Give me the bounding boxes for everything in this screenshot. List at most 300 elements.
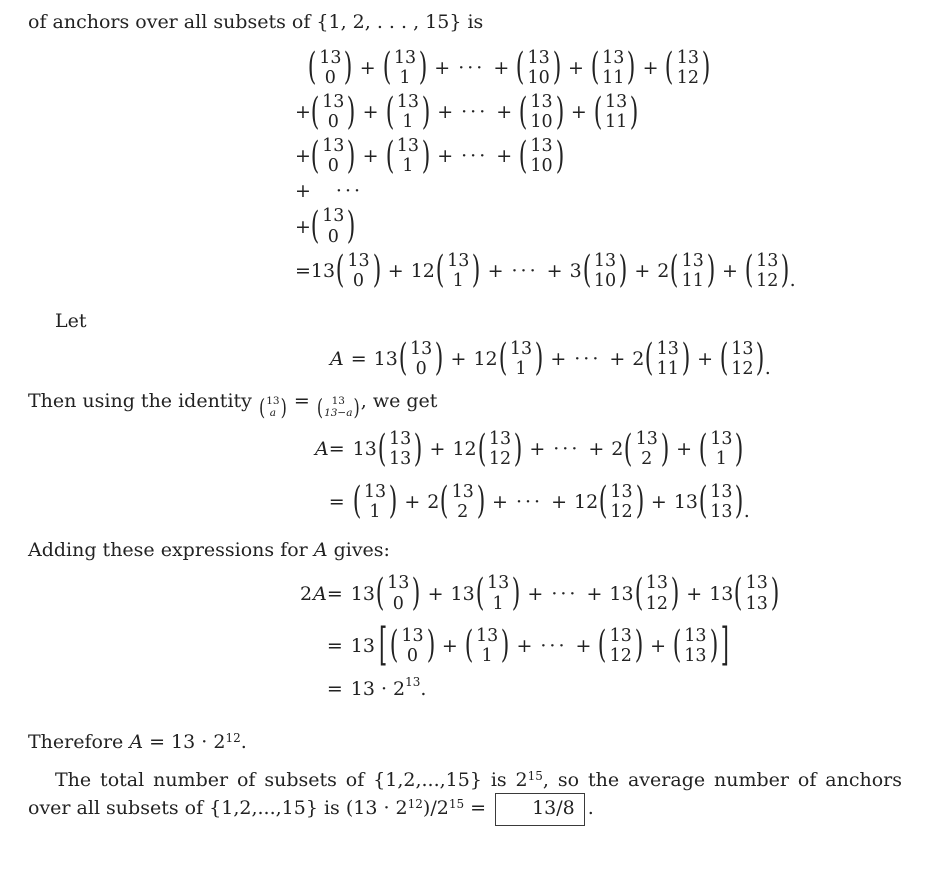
binomial-coefficient [378, 429, 423, 469]
left-paren: ( [258, 393, 266, 421]
right-paren: ) [660, 427, 670, 470]
binomial-top: 13 [451, 481, 474, 502]
operator: + [650, 490, 667, 513]
left-paren: ( [464, 623, 474, 667]
text-run: Therefore [28, 730, 130, 753]
operator: + [634, 259, 651, 282]
binomial-coefficient [645, 336, 691, 380]
binomial-stack [707, 482, 735, 522]
paragraph [28, 768, 902, 826]
right-paren: ) [701, 45, 711, 89]
binomial-bottom: 1 [492, 593, 504, 614]
binomial-bottom: 12 [756, 270, 779, 291]
binomial-bottom: 1 [369, 501, 381, 522]
binomial-bottom: 13 [684, 645, 707, 666]
ellipsis-dots: ··· [335, 180, 364, 203]
binomial-bottom: 13 [710, 501, 733, 522]
left-paren: ( [624, 427, 633, 470]
binomial-top: 13 [530, 136, 553, 157]
binomial-coefficient [744, 248, 790, 292]
operator: + [450, 347, 467, 370]
binomial-bottom: 12 [609, 645, 632, 666]
binomial-bottom: 12 [610, 501, 633, 522]
binomial-coefficient [335, 248, 382, 292]
ellipsis-dots: ··· [540, 634, 568, 657]
number: 13 [609, 582, 634, 605]
right-paren: ) [627, 45, 636, 89]
binomial-top: 13 [656, 338, 679, 359]
binomial-top: 13 [410, 338, 433, 359]
left-paren: ( [477, 427, 487, 470]
left-paren: ( [670, 248, 679, 292]
right-paren: ) [347, 134, 356, 177]
binomial-top: 13 [635, 429, 658, 450]
right-paren: ) [388, 479, 398, 523]
left-paren: ( [744, 248, 754, 292]
operator: + [496, 145, 513, 168]
binomial-top: 13 [745, 573, 768, 594]
binomial-top: 13 [475, 625, 499, 646]
equation-rhs [326, 674, 779, 700]
left-paren: ( [382, 45, 392, 89]
operator: + [609, 347, 626, 370]
binomial-stack [591, 251, 619, 291]
right-paren: ) [426, 623, 436, 667]
number: 12 [574, 490, 599, 513]
binomial-coefficient [672, 623, 718, 667]
right-paren: ) [756, 336, 765, 380]
left-paren: ( [335, 248, 345, 292]
left-paren: ( [307, 45, 317, 89]
binomial-bottom: 12 [488, 449, 512, 470]
right-paren: ) [512, 571, 521, 615]
number: 13 [450, 582, 475, 605]
number: 2 [611, 438, 624, 461]
text-run: . [420, 677, 427, 700]
binomial-top: 13 [396, 91, 420, 112]
binomial-top: 13 [319, 47, 342, 68]
binomial-coefficient [307, 45, 353, 89]
binomial-top: 13 [509, 338, 533, 359]
binomial-stack [319, 206, 347, 246]
right-paren: ) [555, 134, 565, 177]
binomial-stack [323, 396, 353, 419]
right-paren: ) [347, 204, 356, 247]
paragraph [28, 538, 902, 564]
left-paren: ( [719, 336, 729, 380]
binomial-coefficient [635, 573, 680, 613]
binomial-top: 13 [530, 91, 553, 112]
binomial-stack [319, 136, 347, 176]
right-paren: ) [353, 393, 360, 421]
binomial-bottom: 10 [530, 156, 553, 177]
binomial-stack [486, 429, 514, 469]
text-run: 13 · 2 [350, 677, 406, 700]
binomial-bottom: 1 [399, 67, 411, 88]
operator: + [527, 582, 544, 605]
right-paren: ) [770, 571, 780, 615]
binomial-bottom: 12 [676, 67, 699, 88]
right-paren: ) [280, 393, 287, 421]
number: 13 [373, 347, 398, 370]
binomial-stack [386, 429, 414, 469]
equation-rhs [326, 618, 779, 671]
binomial-bottom: 11 [605, 112, 628, 133]
binomial-bottom: 11 [656, 358, 679, 379]
binomial-stack [394, 136, 422, 176]
binomial-stack [707, 429, 735, 469]
operator: + [588, 438, 605, 461]
text-run: Let [55, 309, 87, 332]
operator: + [722, 259, 738, 282]
number: 2 [427, 490, 440, 513]
period: . [789, 268, 796, 291]
binomial-top: 13 [527, 47, 550, 68]
right-paren: ) [347, 89, 356, 133]
binomial-bottom: 1 [402, 112, 414, 133]
boxed-answer: 13/8 [495, 793, 585, 826]
binomial-coefficient [376, 573, 421, 613]
operator: = [350, 347, 367, 370]
operator: + [529, 438, 546, 461]
ellipsis-dots: ··· [574, 347, 602, 370]
operator: = [326, 634, 343, 657]
binomial-stack [527, 92, 555, 132]
superscript: 15 [527, 768, 543, 783]
binomial-stack [316, 48, 344, 88]
binomial-stack [679, 251, 707, 291]
operator: + [496, 101, 513, 124]
binomial-stack [449, 482, 477, 522]
binomial-top: 13 [486, 573, 510, 594]
binomial-coefficient [464, 623, 510, 667]
text-run: Adding these expressions for [28, 538, 314, 561]
binomial-coefficient [734, 573, 779, 613]
display-equation [295, 45, 902, 292]
equation-row [295, 180, 902, 202]
paragraph [28, 389, 902, 420]
binomial-top: 13 [610, 481, 633, 502]
operator: + [642, 56, 659, 79]
text-run: Then using the identity [28, 389, 258, 412]
binomial-bottom: 0 [352, 270, 365, 291]
binomial-coefficient [665, 45, 711, 89]
right-paren: ) [476, 479, 486, 523]
binomial-coefficient [624, 429, 669, 469]
binomial-coefficient [582, 248, 628, 292]
right-paren: ) [735, 427, 744, 470]
binomial-bottom: 13−a [324, 406, 353, 419]
paragraph [28, 10, 902, 36]
right-paren: ) [735, 479, 744, 523]
binomial-bottom: a [269, 406, 276, 419]
binomial-stack [743, 573, 771, 613]
operator: + [516, 634, 533, 657]
right-paren: ) [618, 248, 628, 292]
binomial-stack [407, 339, 435, 379]
right-paren: ) [552, 45, 562, 89]
binomial-coefficient [398, 336, 444, 380]
superscript: 15 [448, 797, 465, 812]
left-paren: ( [440, 479, 449, 523]
binomial-coefficient [598, 623, 644, 667]
binomial-bottom: 0 [327, 226, 339, 247]
right-paren: ) [534, 336, 544, 380]
left-paren: ( [634, 571, 643, 615]
left-paren: ( [352, 479, 362, 523]
binomial-bottom: 10 [527, 67, 550, 88]
binomial-coefficient [476, 573, 521, 613]
left-paren: ( [698, 479, 708, 523]
superscript: 12 [225, 730, 241, 745]
right-paren: ) [706, 248, 716, 292]
operator: + [429, 438, 446, 461]
number: 13 [352, 438, 377, 461]
display-equation [300, 573, 902, 700]
binomial-top: 13 [322, 91, 345, 112]
operator: + [362, 145, 379, 168]
right-paren: ) [634, 623, 644, 667]
operator: + [493, 56, 510, 79]
right-paren: ) [709, 623, 718, 667]
operator: = [328, 490, 345, 513]
display-equation [315, 429, 902, 522]
left-paren: ( [518, 134, 528, 177]
right-paren: ) [435, 336, 444, 380]
ellipsis-dots: ··· [553, 438, 581, 461]
binomial-top: 13 [609, 625, 632, 646]
right-paren: ) [344, 45, 353, 89]
binomial-bottom: 10 [593, 270, 617, 291]
binomial-bottom: 0 [392, 593, 404, 614]
binomial-stack [391, 48, 419, 88]
right-paren: ) [412, 571, 421, 615]
left-paren: ( [516, 45, 525, 89]
right-paren: ) [418, 45, 428, 89]
left-paren: ( [590, 45, 600, 89]
binomial-bottom: 10 [530, 112, 553, 133]
equation-row [330, 336, 902, 380]
binomial-coefficient [440, 479, 486, 523]
binomial-top: 13 [756, 250, 779, 271]
text-run: gives: [327, 538, 390, 561]
binomial-stack [654, 339, 682, 379]
right-bracket: ] [720, 618, 729, 671]
display-equation [330, 336, 902, 380]
left-paren: ( [435, 248, 445, 292]
period: . [743, 499, 750, 522]
operator: + [437, 101, 454, 124]
left-paren: ( [598, 479, 608, 523]
operator: + [550, 347, 567, 370]
equation-row [295, 206, 902, 246]
text-run: )/2 [422, 797, 449, 820]
binomial-top: 13 [387, 573, 410, 594]
binomial-top: 13 [710, 429, 733, 450]
variable: A [315, 438, 329, 461]
number: 12 [410, 259, 435, 282]
left-paren: ( [385, 134, 394, 177]
ellipsis-dots: ··· [551, 582, 579, 605]
equation-rhs [327, 573, 779, 613]
operator: + [295, 145, 311, 168]
binomial-top: 13 [731, 338, 754, 359]
inline-binomial [316, 393, 360, 421]
binomial-bottom: 12 [731, 358, 754, 379]
operator: + [575, 634, 592, 657]
right-paren: ) [472, 248, 481, 292]
binomial-top: 13 [684, 625, 707, 646]
number: 13 [673, 490, 698, 513]
binomial-top: 13 [593, 250, 617, 271]
number: 12 [452, 438, 477, 461]
binomial-coefficient [389, 623, 436, 667]
binomial-top: 13 [396, 136, 420, 157]
operator: = [295, 259, 311, 282]
equation-lhs [315, 438, 329, 460]
binomial-coefficient [310, 89, 356, 133]
binomial-coefficient [311, 206, 356, 246]
right-paren: ) [501, 623, 510, 667]
binomial-stack [361, 482, 389, 522]
ellipsis-dots: ··· [515, 490, 544, 513]
left-paren: ( [582, 248, 592, 292]
binomial-top: 13 [347, 250, 370, 271]
operator: + [492, 490, 508, 513]
binomial-stack [527, 136, 555, 176]
left-paren: ( [498, 336, 508, 380]
operator: + [567, 56, 584, 79]
binomial-top: 13 [389, 429, 412, 450]
binomial-coefficient [593, 89, 639, 133]
equation-row [295, 136, 902, 176]
number: 2 [657, 259, 670, 282]
binomial-stack [728, 339, 756, 379]
binomial-stack [643, 573, 671, 613]
binomial-stack [473, 626, 501, 666]
operator: + [404, 490, 421, 513]
variable: A [129, 730, 144, 753]
right-paren: ) [781, 248, 790, 292]
number: 12 [473, 347, 498, 370]
binomial-stack [602, 92, 630, 132]
operator: + [427, 582, 444, 605]
binomial-stack [599, 48, 627, 88]
operator: + [586, 582, 603, 605]
binomial-coefficient [311, 136, 356, 176]
binomial-bottom: 0 [327, 156, 339, 177]
equation-lhs [300, 583, 327, 605]
binomial-bottom: 11 [681, 270, 704, 291]
operator: + [650, 634, 667, 657]
binomial-coefficient [598, 479, 645, 523]
left-bracket: [ [378, 618, 388, 671]
period: . [764, 356, 771, 379]
binomial-bottom: 1 [481, 645, 493, 666]
left-paren: ( [593, 89, 603, 133]
binomial-stack [398, 626, 426, 666]
left-paren: ( [385, 89, 394, 133]
ellipsis-dots: ··· [461, 101, 489, 124]
operator: + [437, 145, 454, 168]
variable: A [313, 538, 328, 561]
binomial-coefficient [590, 45, 636, 89]
binomial-stack [633, 429, 661, 469]
text-run: , we get [360, 389, 438, 412]
binomial-stack [607, 626, 635, 666]
binomial-stack [265, 396, 280, 419]
binomial-top: 13 [363, 481, 387, 502]
operator: + [551, 490, 568, 513]
binomial-top: 13 [447, 250, 470, 271]
equation-row [295, 89, 902, 133]
binomial-bottom: 0 [327, 112, 339, 133]
binomial-coefficient [670, 248, 716, 292]
binomial-coefficient [386, 136, 431, 176]
number: 13 [709, 582, 734, 605]
superscript: 12 [407, 797, 423, 812]
operator: = [328, 438, 345, 461]
operator: + [697, 347, 713, 370]
right-paren: ) [372, 248, 382, 292]
text-run: = [464, 797, 493, 820]
binomial-top: 13 [602, 47, 625, 68]
binomial-bottom: 11 [602, 67, 625, 88]
right-paren: ) [681, 336, 691, 380]
operator: + [295, 215, 311, 238]
operator: + [387, 259, 404, 282]
binomial-bottom: 0 [324, 67, 336, 88]
right-paren: ) [421, 134, 431, 177]
right-paren: ) [555, 89, 565, 133]
right-paren: ) [513, 427, 523, 470]
operator: + [546, 259, 563, 282]
text-run: . [240, 730, 247, 753]
binomial-top: 13 [393, 47, 417, 68]
operator: + [686, 582, 703, 605]
binomial-bottom: 1 [715, 449, 727, 470]
binomial-bottom: 1 [402, 156, 414, 177]
binomial-top: 13 [401, 625, 424, 646]
operator: + [487, 259, 504, 282]
variable: A [313, 582, 327, 605]
operator: + [434, 56, 451, 79]
binomial-stack [484, 573, 512, 613]
binomial-stack [344, 251, 372, 291]
text-run: The total number of subsets of {1,2,...,15} is 2 [55, 768, 528, 791]
binomial-top: 13 [331, 395, 345, 408]
ellipsis-dots: ··· [511, 259, 539, 282]
number: 13 [350, 582, 375, 605]
paragraph [28, 309, 902, 335]
number: 13 [310, 259, 336, 282]
binomial-stack [394, 92, 422, 132]
binomial-top: 13 [266, 395, 280, 408]
right-paren: ) [630, 89, 639, 133]
left-paren: ( [316, 393, 324, 421]
left-paren: ( [389, 623, 399, 667]
equation-row [295, 248, 902, 292]
left-paren: ( [598, 623, 607, 667]
operator: + [570, 101, 587, 124]
left-paren: ( [310, 89, 320, 133]
operator: = [326, 582, 343, 605]
binomial-bottom: 1 [515, 358, 527, 379]
binomial-top: 13 [605, 91, 628, 112]
text-run: . [587, 797, 594, 820]
number: 13 [350, 634, 375, 657]
text-run: of anchors over all subsets of {1, 2, . . . , 15} is [28, 11, 484, 33]
